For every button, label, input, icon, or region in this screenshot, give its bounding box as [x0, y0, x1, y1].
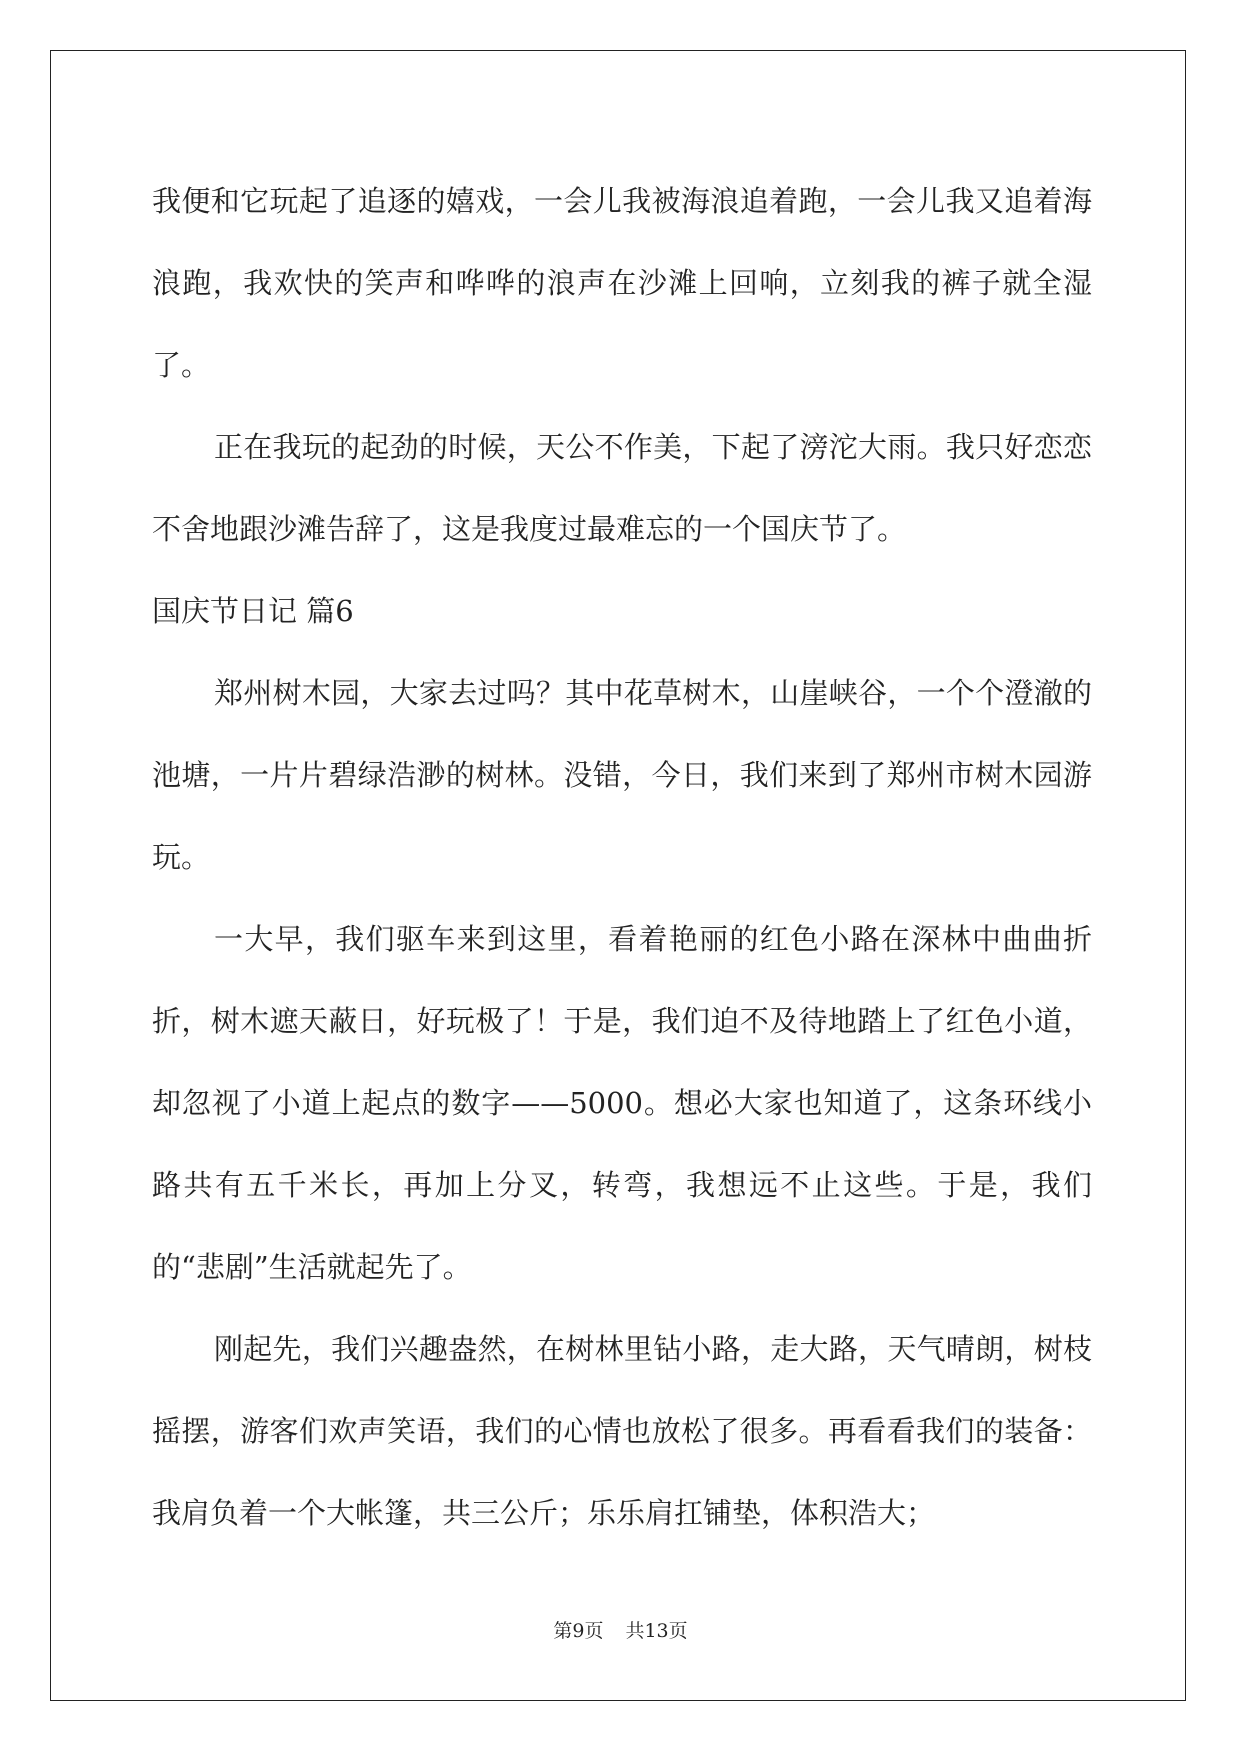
paragraph-5: 刚起先，我们兴趣盎然，在树林里钻小路，走大路，天气晴朗，树枝摇摆，游客们欢声笑语，我们的心情也放松了很多。再看看我们的装备：我肩负着一个大帐篷，共三公斤；乐乐肩扛铺垫，体积浩大； [152, 1332, 1092, 1530]
paragraph-1: 我便和它玩起了追逐的嬉戏，一会儿我被海浪追着跑，一会儿我又追着海浪跑，我欢快的笑声和哗哗的浪声在沙滩上回响，立刻我的裤子就全湿了。 [152, 184, 1092, 382]
section-heading: 国庆节日记 篇6 [152, 594, 354, 628]
paragraph-4: 一大早，我们驱车来到这里，看着艳丽的红色小路在深林中曲曲折折，树木遮天蔽日，好玩极了！于是，我们迫不及待地踏上了红色小道，却忽视了小道上起点的数字——5000。想必大家也知道了，这条环线小路共有五千米长，再加上分叉，转弯，我想远不止这些。于是，我们的“悲剧”生活就起先了。 [152, 922, 1092, 1284]
page-number-total: 共13页 [625, 1620, 688, 1642]
page-number-current: 第9页 [553, 1620, 604, 1642]
paragraph-2: 正在我玩的起劲的时候，天公不作美，下起了滂沱大雨。我只好恋恋不舍地跟沙滩告辞了，这是我度过最难忘的一个国庆节了。 [152, 430, 1092, 546]
page-footer [0, 1616, 1241, 1643]
document-body [152, 160, 1092, 1554]
paragraph-3: 郑州树木园，大家去过吗？其中花草树木，山崖峡谷，一个个澄澈的池塘，一片片碧绿浩渺的树林。没错，今日，我们来到了郑州市树木园游玩。 [152, 676, 1092, 874]
